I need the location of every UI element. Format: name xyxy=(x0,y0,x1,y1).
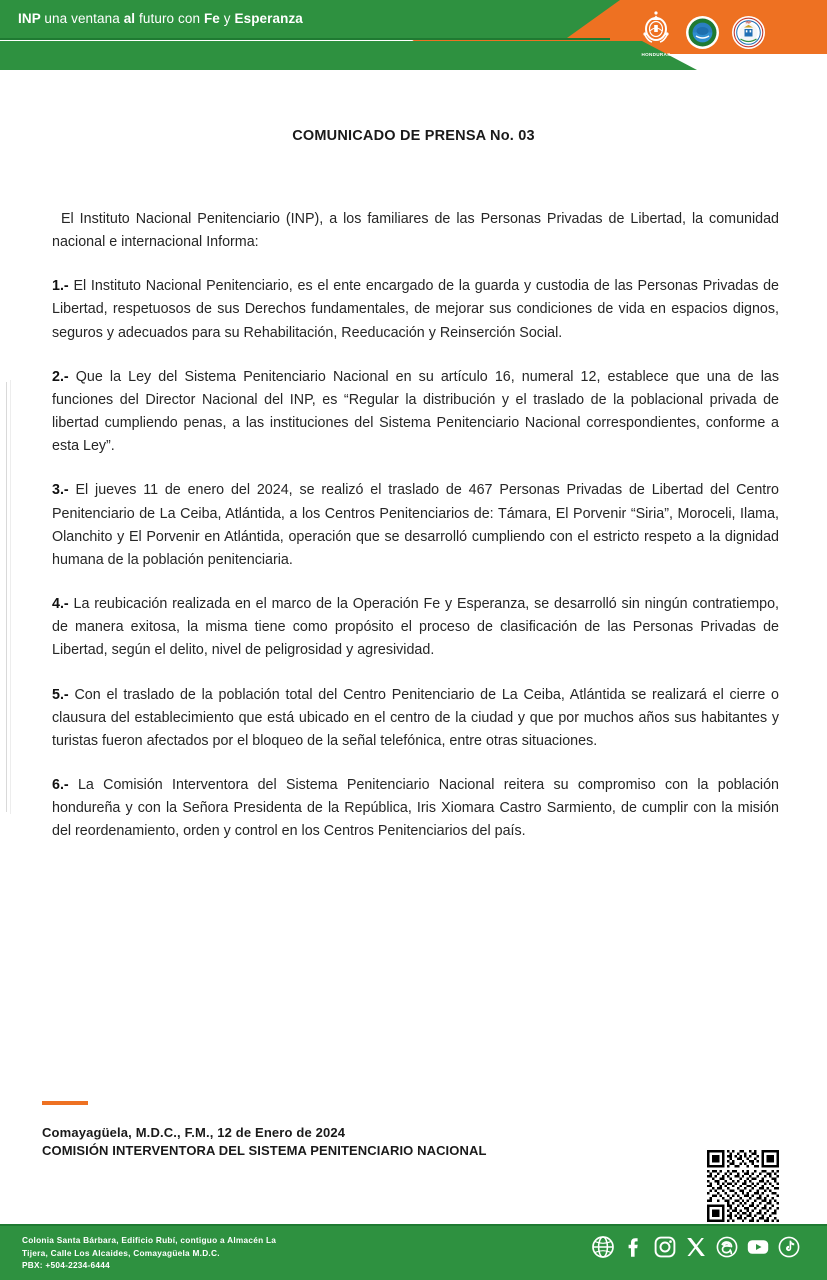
header-slogan-inp: INP xyxy=(18,11,41,26)
paragraph-1-number: 1.- xyxy=(52,278,69,295)
paragraph-6 xyxy=(52,774,779,843)
paragraph-3-number: 3.- xyxy=(52,482,69,499)
header-slogan-part-2: al xyxy=(123,11,136,26)
youtube-icon[interactable] xyxy=(746,1235,770,1259)
signature-place-date: Comayagüela, M.D.C., F.M., 12 de Enero de 2024 xyxy=(42,1125,346,1140)
paragraph-2 xyxy=(52,366,779,459)
honduras-crest-svg xyxy=(639,9,673,51)
footer-divider xyxy=(0,1224,827,1226)
svg-text:INP: INP xyxy=(745,20,752,25)
instagram-icon[interactable] xyxy=(653,1235,677,1259)
paragraph-3-text: El jueves 11 de enero del 2024, se realizó el traslado de 467 Personas Privadas de Libertad del Centro Penitenciario de La Ceiba, Atlántida, a los Centros Penitenciarios de: Támara, El Porvenir “Siria”, Moroceli, Ilama, Olanchito y El Porvenir en Atlántida, operación que se desarrolló cumpliendo con el estricto respeto a la dignidad humana de la población penitenciaria. xyxy=(52,482,779,568)
paragraph-2-number: 2.- xyxy=(52,368,69,385)
intro-paragraph: El Instituto Nacional Penitenciario (INP), a los familiares de las Personas Privadas de Libertad, la comunidad nacional e internacional Informa: xyxy=(52,211,779,251)
honduras-crest-label: HONDURAS xyxy=(641,52,671,57)
footer-phone: PBX: +504-2234-6444 xyxy=(22,1260,111,1271)
x-twitter-icon[interactable] xyxy=(684,1235,708,1259)
document-content xyxy=(52,208,779,843)
header-slogan-part-3: futuro con xyxy=(139,11,201,26)
scan-artifact-line-secondary xyxy=(10,380,11,814)
paragraph-2-text: Que la Ley del Sistema Penitenciario Nacional en su artículo 16, numeral 12, establece que una de las funciones del Director Nacional del INP, es “Regular la distribución y el traslado de la poblacional privada de libertad cumpliendo penas, a las instituciones del Sistema Penitenciario Nacional correspondientes, conforme a esta Ley”. xyxy=(52,368,779,455)
paragraph-5-number: 5.- xyxy=(52,686,69,703)
document-page xyxy=(0,72,827,1224)
facebook-icon[interactable] xyxy=(622,1235,646,1259)
header-slogan xyxy=(18,11,303,26)
header-slogan-part-6: Esperanza xyxy=(234,11,303,26)
qr-code[interactable] xyxy=(707,1150,779,1222)
header-slogan-part-4: Fe xyxy=(203,11,220,26)
paragraph-4-text: La reubicación realizada en el marco de la Operación Fe y Esperanza, se desarrolló sin ningún contratiempo, de manera exitosa, la misma tiene como propósito el proceso de clasificación de las Personas Privadas de Libertad, según el delito, nivel de peligrosidad y agresividad. xyxy=(52,596,779,659)
paragraph-5 xyxy=(52,684,779,753)
website-icon[interactable] xyxy=(591,1235,615,1259)
footer-social-links xyxy=(591,1235,801,1259)
page-title: COMUNICADO DE PRENSA No. 03 xyxy=(292,128,535,144)
signature-divider-rule xyxy=(42,1101,88,1105)
paragraph-3 xyxy=(52,479,779,572)
signature-block xyxy=(42,1124,487,1161)
page-footer xyxy=(0,1224,827,1280)
paragraph-4-number: 4.- xyxy=(52,596,69,613)
paragraph-5-text: Con el traslado de la población total del Centro Penitenciario de La Ceiba, Atlántida se realizará el cierre o clausura del establecimiento que está ubicado en el centro de la ciudad y que por muchos años sus habitantes y turistas fueron afectados por el bloqueo de la señal telefónica, entre otras situaciones. xyxy=(52,686,779,749)
scan-artifact-line xyxy=(6,382,7,812)
paragraph-6-number: 6.- xyxy=(52,776,69,793)
paragraph-1-text: El Instituto Nacional Penitenciario, es el ente encargado de la guarda y custodia de las Personas Privadas de Libertad, respetuosos de sus Derechos fundamentales, de mejorar sus condiciones de vida en espacios dignos, seguros y adecuados para su Rehabilitación, Reeducación y Reinserción Social. xyxy=(52,278,779,341)
footer-address xyxy=(22,1234,276,1272)
header-slogan-part-1: una ventana xyxy=(44,11,120,26)
inp-seal-icon xyxy=(732,16,765,49)
tiktok-icon[interactable] xyxy=(777,1235,801,1259)
signature-entity: COMISIÓN INTERVENTORA DEL SISTEMA PENITENCIARIO NACIONAL xyxy=(42,1143,487,1159)
threads-icon[interactable] xyxy=(715,1235,739,1259)
header-crests xyxy=(639,9,765,56)
paragraph-1 xyxy=(52,275,779,344)
footer-address-line-1: Colonia Santa Bárbara, Edificio Rubí, contiguo a Almacén La xyxy=(22,1235,277,1245)
footer-address-line-2: Tijera, Calle Los Alcaides, Comayagüela M.D.C. xyxy=(22,1247,220,1258)
secretaria-seal-icon xyxy=(686,16,719,49)
page-header xyxy=(0,0,827,72)
secretaria-seal-svg xyxy=(687,17,718,48)
paragraph-6-text: La Comisión Interventora del Sistema Penitenciario Nacional reitera su compromiso con la población hondureña y con la Señora Presidenta de la República, Iris Xiomara Castro Sarmiento, de cumplir con la misión del reordenamiento, orden y control en los Centros Penitenciarios del país. xyxy=(52,776,779,840)
header-slogan-part-5: y xyxy=(223,11,231,26)
inp-seal-svg xyxy=(733,17,764,48)
paragraph-4 xyxy=(52,593,779,662)
honduras-coat-of-arms-icon xyxy=(639,9,673,56)
